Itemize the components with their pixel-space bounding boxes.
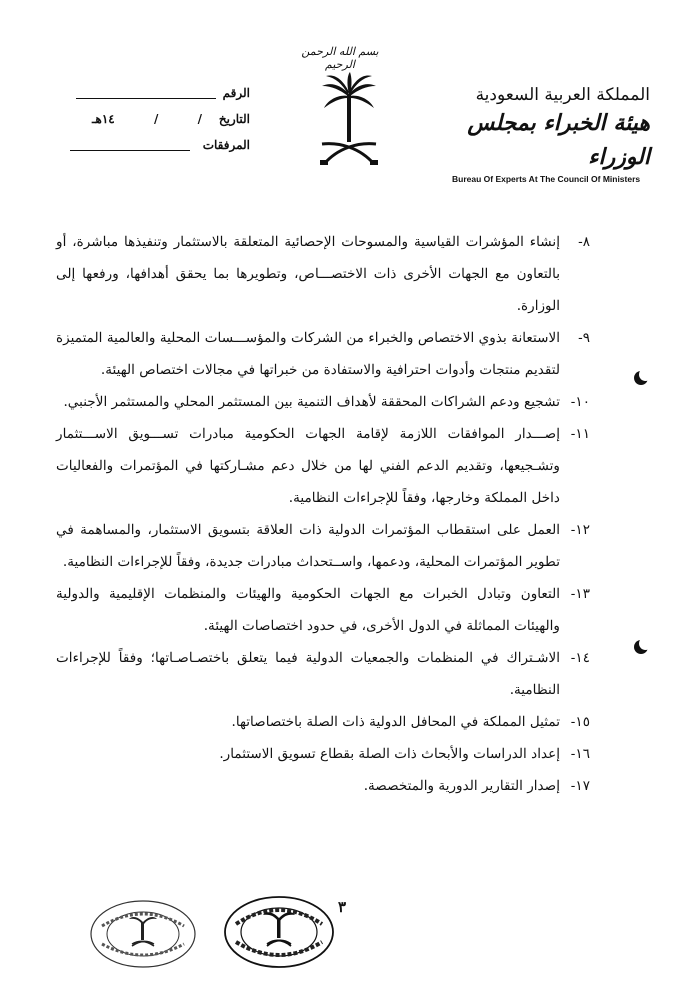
kingdom-name: المملكة العربية السعودية	[475, 85, 650, 105]
item-number: ١٢-	[570, 522, 590, 538]
punch-hole	[634, 640, 648, 654]
item-text: إعداد الدراسات والأبحاث ذات الصلة بقطاع تسويق الاستثمار.	[219, 746, 560, 762]
official-stamp-icon	[88, 898, 198, 970]
item-text: التعاون وتبادل الخبرات مع الجهات الحكومية والهيئات والمنظمات الإقليمية والدولية والهيئات المماثلة في الدول الأخرى، في حدود اختصاصات الهيئة.	[56, 586, 560, 634]
item-number: ١٤-	[570, 650, 590, 666]
provisions-list	[56, 226, 590, 802]
date-day-sep: /	[197, 112, 202, 126]
official-stamp-icon	[222, 894, 336, 970]
item-number: ١٣-	[570, 586, 590, 602]
basmala: بسم الله الرحمن الرحيم	[301, 45, 379, 71]
item-number: ٨-	[578, 234, 590, 250]
date-value	[92, 112, 202, 126]
palm-swords-emblem-icon	[318, 72, 380, 168]
item-text: إصدار التقارير الدورية والمتخصصة.	[363, 778, 560, 794]
item-number: ٩-	[578, 330, 590, 346]
date-year: ١٤هـ	[92, 112, 115, 126]
attachments-row	[150, 138, 250, 164]
number-line	[76, 98, 216, 99]
list-item	[56, 322, 590, 386]
list-item	[56, 706, 590, 738]
authority-name-english: Bureau Of Experts At The Council Of Ministers	[452, 174, 641, 184]
authority-name: هيئة الخبراء بمجلس الوزراء	[467, 110, 650, 170]
date-month-sep: /	[153, 112, 159, 126]
punch-hole	[634, 371, 648, 385]
item-text: إصـــدار الموافقات اللازمة لإقامة الجهات الحكومية مبادرات تســـويق الاســـتثمار وتشـجيعها، وتقديم الدعم الفني لها من خلال دعم مشـاركتها في المؤتمرات والفعاليات داخل المملكة وخارجها، وفقاً للإجراءات النظامية.	[56, 426, 560, 506]
list-item	[56, 418, 590, 514]
reference-block	[92, 86, 250, 164]
list-item	[56, 226, 590, 322]
list-item	[56, 642, 590, 706]
item-text: الاشـتراك في المنظمات والجمعيات الدولية فيما يتعلق باختصـاصـاتها؛ وفقاً للإجراءات النظامية.	[56, 650, 560, 698]
list-item	[56, 514, 590, 578]
item-text: العمل على استقطاب المؤتمرات الدولية ذات العلاقة بتسويق الاستثمار، والمساهمة في تطوير المؤتمرات المحلية، ودعمها، واســتحداث مبادرات جديدة، وفقاً للإجراءات النظامية.	[56, 522, 560, 570]
number-label: الرقم	[222, 86, 250, 100]
attachments-label: المرفقات	[202, 138, 250, 152]
list-item	[56, 738, 590, 770]
date-label: التاريخ	[218, 112, 250, 126]
item-text: تمثيل المملكة في المحافل الدولية ذات الصلة باختصاصاتها.	[231, 714, 560, 730]
attachments-line	[70, 150, 190, 151]
number-row	[150, 86, 250, 112]
item-number: ١٥-	[570, 714, 590, 730]
item-text: الاستعانة بذوي الاختصاص والخبراء من الشركات والمؤســـسات المحلية والعالمية المتميزة لتقديم منتجات وأدوات احترافية والاستفادة من خبراتها في مجالات اختصاص الهيئة.	[56, 330, 560, 378]
item-text: إنشاء المؤشرات القياسية والمسوحات الإحصائية المتعلقة بالاستثمار وتنفيذها مباشرة، أو بالتعاون مع الجهات الأخرى ذات الاختصـــاص، وتطويرها بما يحقق أهدافها، ورفعها إلى الوزارة.	[56, 234, 560, 314]
list-item	[56, 770, 590, 802]
item-number: ١٦-	[570, 746, 590, 762]
list-item	[56, 578, 590, 642]
item-number: ١٧-	[570, 778, 590, 794]
page-number: ٣	[338, 898, 347, 916]
item-number: ١١-	[570, 426, 590, 442]
item-text: تشجيع ودعم الشراكات المحققة لأهداف التنمية بين المستثمر المحلي والمستثمر الأجنبي.	[63, 394, 560, 410]
list-item	[56, 386, 590, 418]
date-row	[92, 112, 250, 138]
authority-block	[440, 84, 650, 184]
item-number: ١٠-	[570, 394, 590, 410]
